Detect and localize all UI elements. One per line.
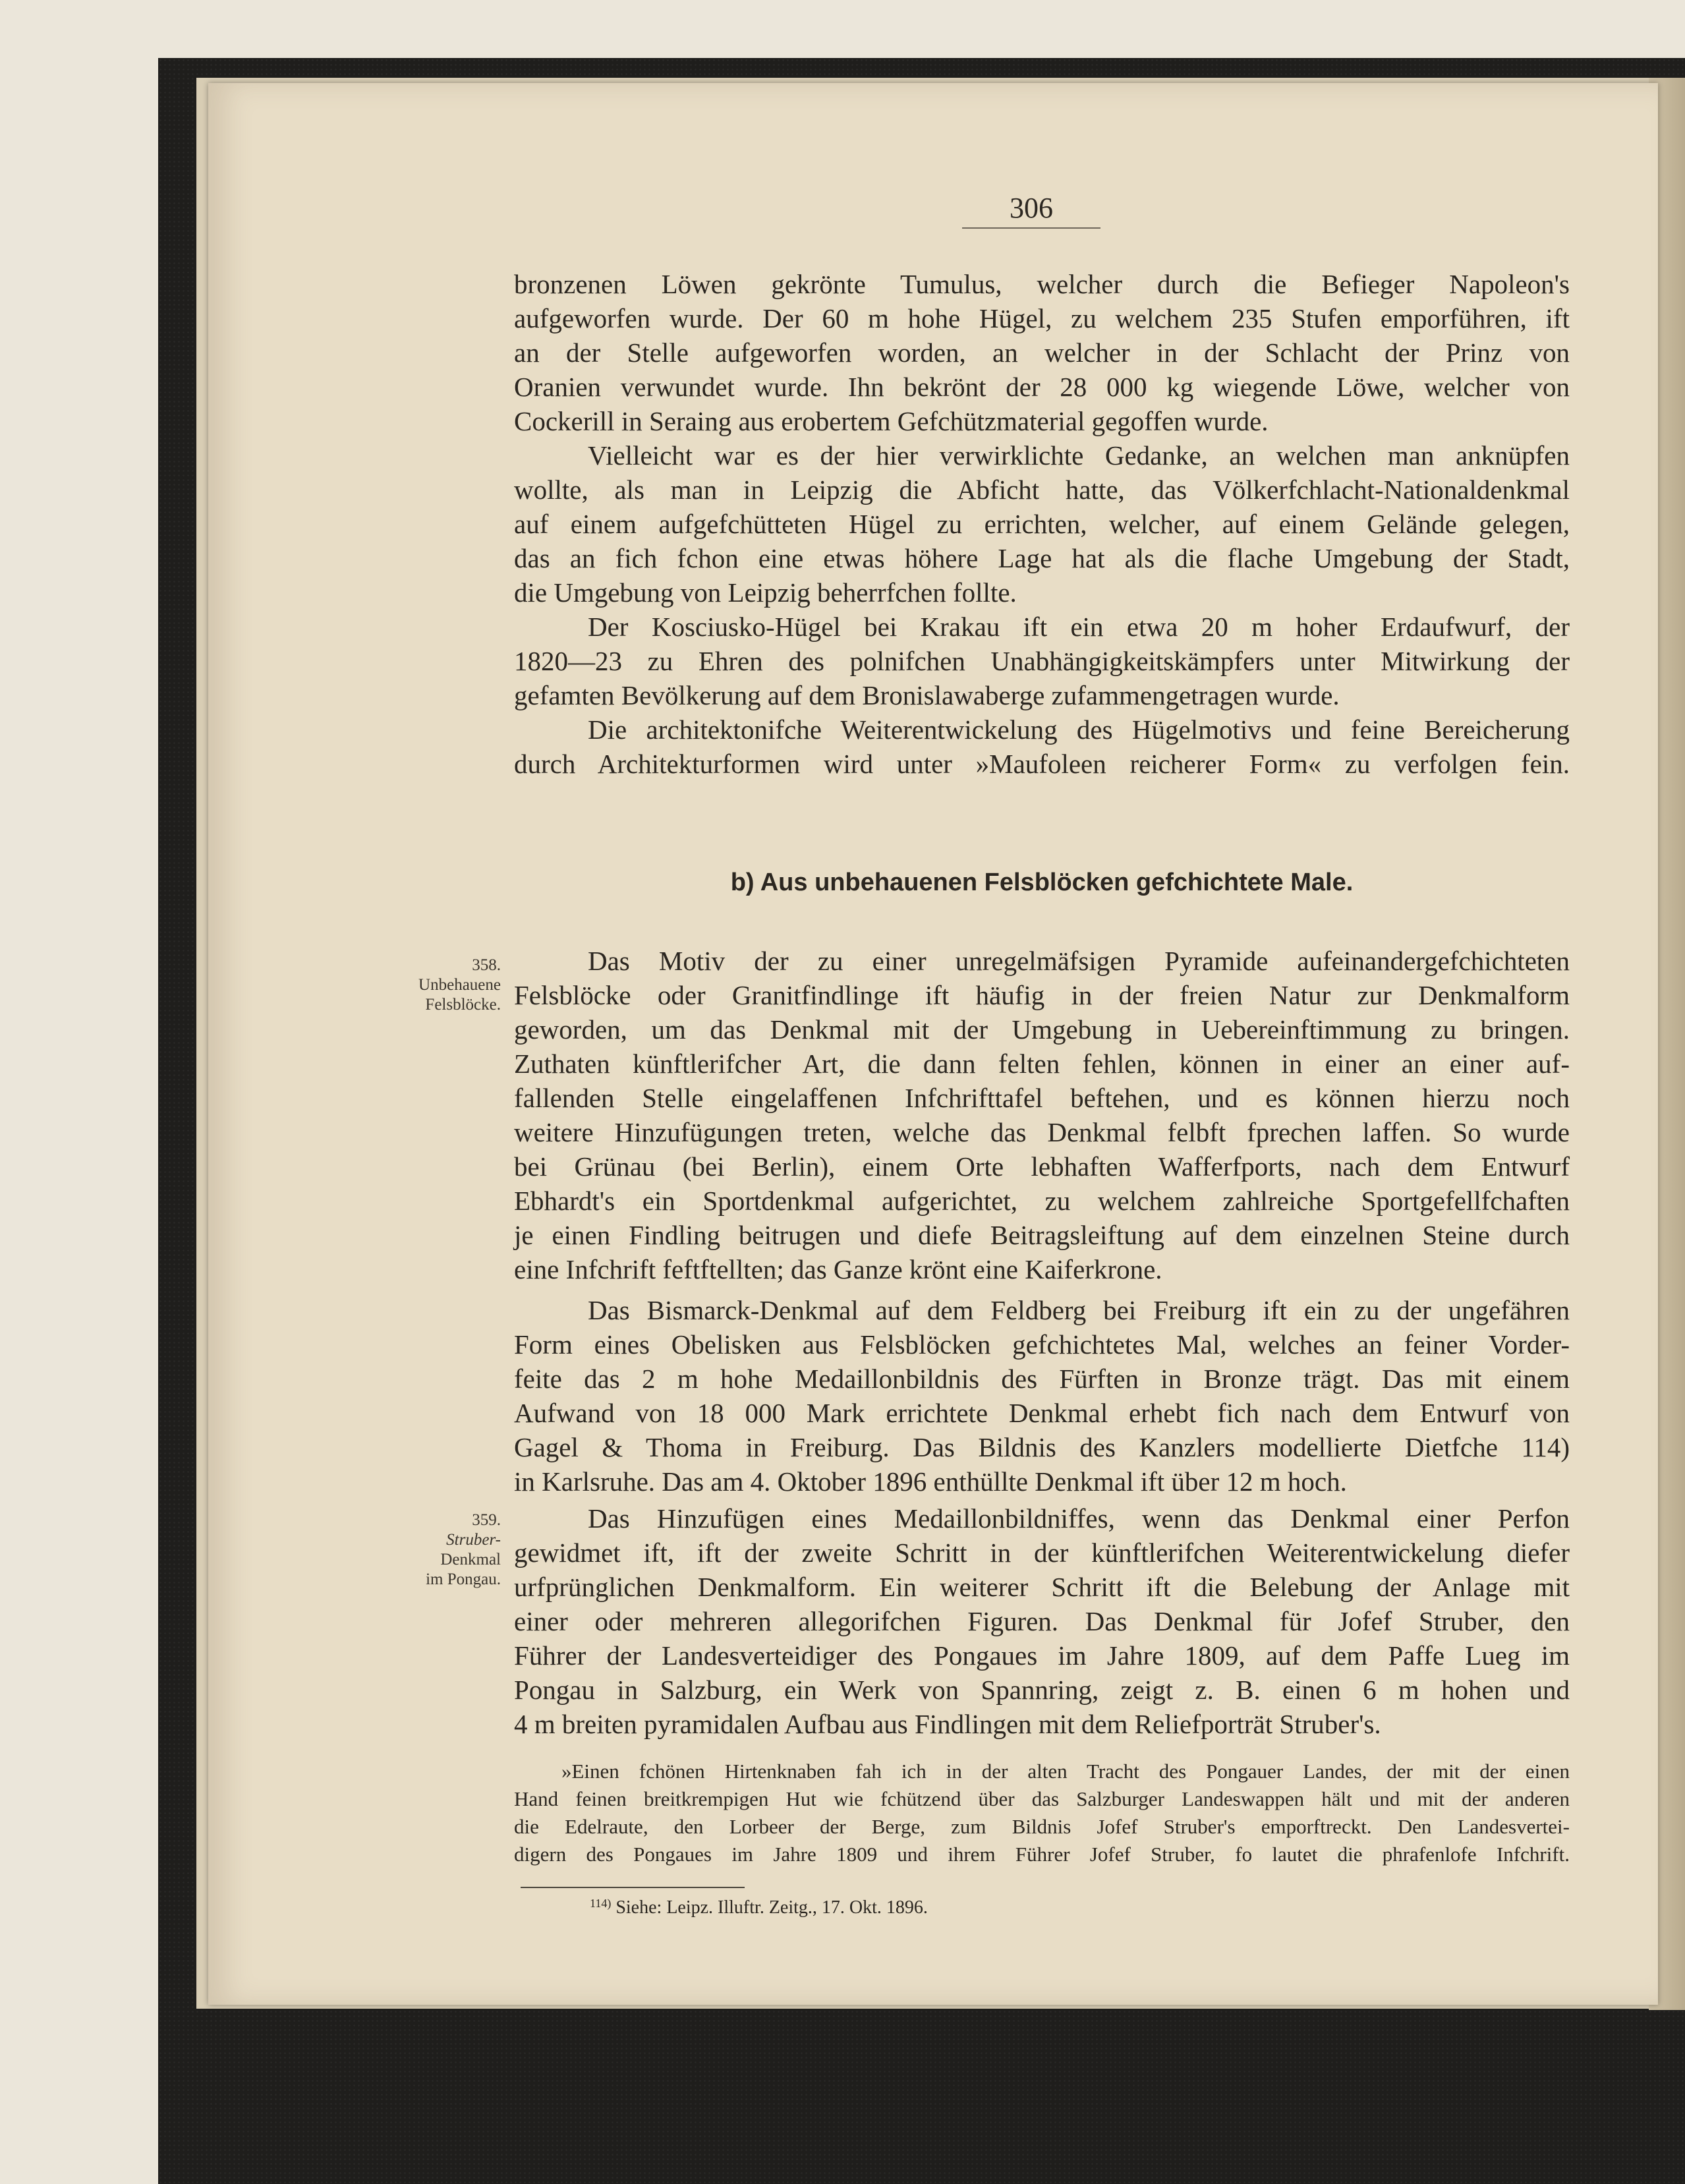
text-line: Ebhardt's ein Sportdenkmal aufgerichtet, zu welchem zahlreiche Sportgefellfchaften: [514, 1186, 1570, 1216]
marginal-text: Felsblöcke.: [425, 996, 501, 1014]
text-line: gewidmet ift, ift der zweite Schritt in der künftlerifchen Weiterentwickelung diefer: [514, 1537, 1570, 1568]
text-line: Oranien verwundet wurde. Ihn bekrönt der 28 000 kg wiegende Löwe, welcher von: [514, 372, 1570, 402]
text-line: geworden, um das Denkmal mit der Umgebung in Uebereinftimmung zu bringen.: [514, 1014, 1570, 1045]
text-line: Gagel & Thoma in Freiburg. Das Bildnis des Kanzlers modellierte Dietfche 114): [514, 1432, 1570, 1462]
text-line: urfprünglichen Denkmalform. Ein weiterer Schritt ift die Belebung der Anlage mit: [514, 1572, 1570, 1602]
text-line: durch Architekturformen wird unter »Maufoleen reicherer Form« zu verfolgen fein.: [514, 749, 1570, 779]
text-line: 4 m breiten pyramidalen Aufbau aus Findlingen mit dem Reliefporträt Struber's.: [514, 1709, 1381, 1739]
text-line: aufgeworfen wurde. Der 60 m hohe Hügel, zu welchem 235 Stufen emporführen, ift: [514, 303, 1570, 333]
text-line: auf einem aufgefchütteten Hügel zu errichten, welcher, auf einem Gelände gelegen,: [514, 509, 1570, 539]
text-line: Zuthaten künftlerifcher Art, die dann felten fehlen, können in einer an einer auf-: [514, 1049, 1570, 1079]
marginal-text: [369, 1530, 501, 1550]
text-line: eine Infchrift feftftellten; das Ganze krönt eine Kaiferkrone.: [514, 1254, 1162, 1284]
paragraph-struber: [514, 1501, 1570, 1741]
text-line: einer oder mehreren allegorifchen Figuren. Das Denkmal für Jofef Struber, den: [514, 1606, 1570, 1636]
text-line: Cockerill in Seraing aus erobertem Gefchützmaterial gegoffen wurde.: [514, 406, 1269, 436]
text-line: Aufwand von 18 000 Mark errichtete Denkmal erhebt fich nach dem Entwurf von: [514, 1398, 1570, 1428]
quote-line: die Edelraute, den Lorbeer der Berge, zum Bildnis Jofef Struber's emporftreckt. Den Landesvertei-: [514, 1815, 1570, 1838]
marginal-text-italic: Struber-: [446, 1531, 501, 1549]
paragraph-kosciusko: [514, 610, 1570, 712]
marginal-number: 358.: [472, 956, 501, 974]
marginal-note-358: [369, 956, 501, 1015]
footnote-rule: [521, 1887, 745, 1888]
text-line: Form eines Obelisken aus Felsblöcken gefchichtetes Mal, welches an feiner Vorder-: [514, 1329, 1570, 1360]
page-number: 306: [962, 191, 1100, 229]
text-line: Felsblöcke oder Granitfindlinge ift häufig in der freien Natur zur Denkmalform: [514, 980, 1570, 1010]
footnote: [590, 1897, 928, 1918]
text-line: bronzenen Löwen gekrönte Tumulus, welcher durch die Befieger Napoleon's: [514, 269, 1570, 299]
quote-line: digern des Pongaues im Jahre 1809 und ihrem Führer Jofef Struber, fo lautet die phrafenlofe Infchrift.: [514, 1843, 1570, 1866]
marginal-note-359: [369, 1510, 501, 1590]
text-line: Das Hinzufügen eines Medaillonbildniffes, wenn das Denkmal einer Perfon: [588, 1503, 1570, 1534]
paragraph-bismarck: [514, 1293, 1570, 1499]
text-line: weitere Hinzufügungen treten, welche das Denkmal felbft fprechen laffen. So wurde: [514, 1117, 1570, 1147]
paragraph-motif: [514, 944, 1570, 1286]
footnote-marker: 114): [590, 1897, 612, 1910]
marginal-text: Denkmal: [440, 1551, 501, 1568]
quote-line: Hand feinen breitkrempigen Hut wie fchützend über das Salzburger Landeswappen hält und mit der anderen: [514, 1787, 1570, 1810]
section-heading: b) Aus unbehauenen Felsblöcken gefchichtete Male.: [730, 869, 1354, 896]
text-line: an der Stelle aufgeworfen worden, an welcher in der Schlacht der Prinz von: [514, 337, 1570, 368]
text-line: Der Kosciusko-Hügel bei Krakau ift ein etwa 20 m hoher Erdaufwurf, der: [588, 612, 1570, 642]
paragraph-development: [514, 712, 1570, 781]
text-line: je einen Findling beitrugen und diefe Beitragsleiftung auf dem einzelnen Steine durch: [514, 1220, 1570, 1250]
paragraph-tumulus: [514, 267, 1570, 438]
inscription-quote: [514, 1758, 1570, 1868]
text-line: Das Motiv der zu einer unregelmäfsigen Pyramide aufeinandergefchichteten: [588, 946, 1570, 976]
text-line: das an fich fchon eine etwas höhere Lage hat als die flache Umgebung der Stadt,: [514, 543, 1570, 573]
footnote-text: Siehe: Leipz. Illuftr. Zeitg., 17. Okt. 1896.: [615, 1897, 928, 1918]
text-line: bei Grünau (bei Berlin), einem Orte lebhaften Wafferfports, nach dem Entwurf: [514, 1151, 1570, 1182]
text-line: wollte, als man in Leipzig die Abficht hatte, das Völkerfchlacht-Nationaldenkmal: [514, 474, 1570, 505]
text-line: Führer der Landesverteidiger des Pongaues im Jahre 1809, auf dem Paffe Lueg im: [514, 1640, 1570, 1671]
text-line: fallenden Stelle eingelaffenen Infchrifttafel beftehen, und es können hierzu noch: [514, 1083, 1570, 1113]
text-line: Vielleicht war es der hier verwirklichte Gedanke, an welchen man anknüpfen: [588, 440, 1570, 471]
text-line: in Karlsruhe. Das am 4. Oktober 1896 enthüllte Denkmal ift über 12 m hoch.: [514, 1466, 1347, 1497]
text-line: 1820—23 zu Ehren des polnifchen Unabhängigkeitskämpfers unter Mitwirkung der: [514, 646, 1570, 676]
text-line: die Umgebung von Leipzig beherrfchen follte.: [514, 577, 1017, 608]
marginal-text: im Pongau.: [426, 1570, 501, 1588]
quote-line: »Einen fchönen Hirtenknaben fah ich in der alten Tracht des Pongauer Landes, der mit der einen: [561, 1760, 1570, 1783]
text-line: feite das 2 m hohe Medaillonbildnis des Fürften in Bronze trägt. Das mit einem: [514, 1364, 1570, 1394]
text-line: Das Bismarck-Denkmal auf dem Feldberg bei Freiburg ift ein zu der ungefähren: [588, 1295, 1570, 1325]
marginal-text: Unbehauene: [418, 976, 501, 994]
paragraph-leipzig: [514, 438, 1570, 610]
text-line: gefamten Bevölkerung auf dem Bronislawaberge zufammengetragen wurde.: [514, 680, 1340, 710]
marginal-number: 359.: [472, 1511, 501, 1529]
text-line: Die architektonifche Weiterentwickelung des Hügelmotivs und feine Bereicherung: [588, 714, 1570, 745]
text-line: Pongau in Salzburg, ein Werk von Spannring, zeigt z. B. einen 6 m hohen und: [514, 1675, 1570, 1705]
